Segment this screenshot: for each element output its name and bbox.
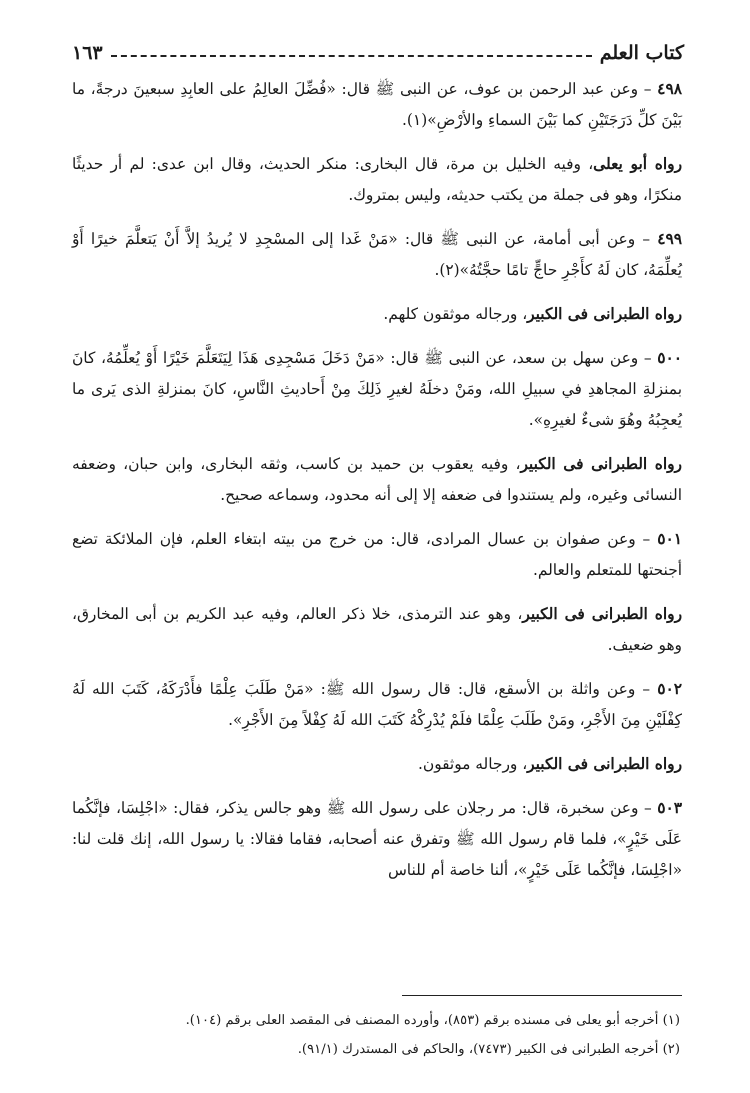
hadith-502 [72, 674, 682, 736]
hadith-number: ٤٩٩ [657, 230, 682, 248]
commentary-text: ، ورجاله موثقون كلهم. [383, 305, 528, 323]
main-text [72, 74, 682, 899]
hadith-number: ٤٩٨ [657, 80, 682, 98]
page-header [72, 38, 684, 68]
hadith-498 [72, 74, 682, 136]
hadith-text: وعن سهل بن سعد، عن النبى ﷺ قال: «مَنْ دَخَلَ مَسْجِدِى هَذَا لِيَتَعَلَّمَ خَيْرًا أَوْ يُعلِّمُهُ، كانَ بمنزلةِ المجاهدِ في سبيلِ الله، ومَنْ دخلَهُ لغيرِ ذَلِكَ مِنْ أَحاديثِ النَّاسِ، كانَ بمنزلةِ الذى يَرى ما يُعجِبُهُ وهُوَ شىءٌ لغيرِهِ». [72, 349, 682, 429]
footnote-2: (٢) أخرجه الطبرانى فى الكبير (٧٤٧٣)، والحاكم فى المستدرك (٩١/١). [297, 1042, 680, 1057]
header-rule [111, 55, 592, 57]
hadith-text: وعن صفوان بن عسال المرادى، قال: من خرج من بيته ابتغاء العلم، فإن الملائكة تضع أجنحتها للمتعلم والعالم. [72, 530, 682, 579]
dash: – [635, 680, 658, 698]
dash: – [638, 349, 658, 367]
dash: – [638, 799, 658, 817]
narrator-lead: رواه الطبرانى فى الكبير [527, 755, 682, 773]
hadith-498-commentary [72, 149, 682, 211]
commentary-text: ، وفيه الخليل بن مرة، قال البخارى: منكر الحديث، وقال ابن عدى: لم أر حديثًا منكرًا، وهو فى جملة من يكتب حديثه، وليس بمتروك. [72, 155, 682, 204]
footnote-1: (١) أخرجه أبو يعلى فى مسنده برقم (٨٥٣)، وأورده المصنف فى المقصد العلى برقم (١٠٤). [185, 1013, 680, 1028]
commentary-text: ، ورجاله موثقون. [418, 755, 528, 773]
page-number: ١٦٣ [72, 42, 103, 64]
hadith-501-commentary [72, 599, 682, 661]
footnote-separator [402, 995, 682, 996]
hadith-number: ٥٠٣ [657, 799, 682, 817]
hadith-500-commentary [72, 449, 682, 511]
commentary-text: ، وهو عند الترمذى، خلا ذكر العالم، وفيه عبد الكريم بن أبى المخارق، وهو ضعيف. [72, 605, 682, 654]
narrator-lead: رواه أبو يعلى [593, 155, 682, 173]
hadith-502-commentary [72, 749, 682, 780]
commentary-text: ، وفيه يعقوب بن حميد بن كاسب، وثقه البخارى، وابن حبان، وضعفه النسائى وغيره، ولم يستندوا فى ضعفه إلا إلى أنه محدود، وسماعه صحيح. [72, 455, 682, 504]
hadith-text: وعن أبى أمامة، عن النبى ﷺ قال: «مَنْ غَدا إلى المسْجِدِ لا يُريدُ إلاَّ أَنْ يَتعلَّمَ خيرًا أَوْ يُعلِّمَهُ، كان لَهُ كأَجْرِ حاجٍّ تامًا حجَّتُهُ»(٢). [72, 230, 682, 279]
hadith-number: ٥٠٢ [657, 680, 682, 698]
chapter-title: كتاب العلم [599, 42, 684, 64]
narrator-lead: رواه الطبرانى فى الكبير [527, 305, 682, 323]
hadith-501 [72, 524, 682, 586]
hadith-number: ٥٠١ [657, 530, 682, 548]
footnotes [72, 1006, 680, 1064]
hadith-503 [72, 793, 682, 886]
hadith-text: وعن واثلة بن الأسقع، قال: قال رسول الله ﷺ: «مَنْ طَلَبَ عِلْمًا فأَدْرَكَهُ، كَتَبَ الله لَهُ كِفْلَيْنِ مِنَ الأَجْرِ، ومَنْ طَلَبَ عِلْمًا فلَمْ يُدْرِكْهُ كَتَبَ الله لَهُ كِفْلاً مِنَ الأَجْرِ». [72, 680, 682, 729]
hadith-499 [72, 224, 682, 286]
narrator-lead: رواه الطبرانى فى الكبير [520, 455, 682, 473]
hadith-text: وعن سخبرة، قال: مر رجلان على رسول الله ﷺ وهو جالس يذكر، فقال: «اجْلِسَا، فإنَّكُما عَلَى خَيْرٍ»، فلما قام رسول الله ﷺ وتفرق عنه أصحابه، فقاما فقالا: يا رسول الله، إنك قلت لنا: «اجْلِسَا، فإنَّكُما عَلَى خَيْرٍ»، ألنا خاصة أم للناس [72, 799, 682, 879]
hadith-500 [72, 343, 682, 436]
dash: – [638, 80, 658, 98]
narrator-lead: رواه الطبرانى فى الكبير [522, 605, 683, 623]
hadith-text: وعن عبد الرحمن بن عوف، عن النبى ﷺ قال: «فُضِّلَ العالِمُ على العابِدِ سبعينَ درجةً، ما بَيْنَ كلِّ دَرَجَتَيْنِ كما بَيْنَ السماءِ والأرْضِ»(١). [72, 80, 682, 129]
hadith-499-commentary [72, 299, 682, 330]
hadith-number: ٥٠٠ [657, 349, 683, 367]
dash: – [635, 530, 658, 548]
dash: – [635, 230, 658, 248]
